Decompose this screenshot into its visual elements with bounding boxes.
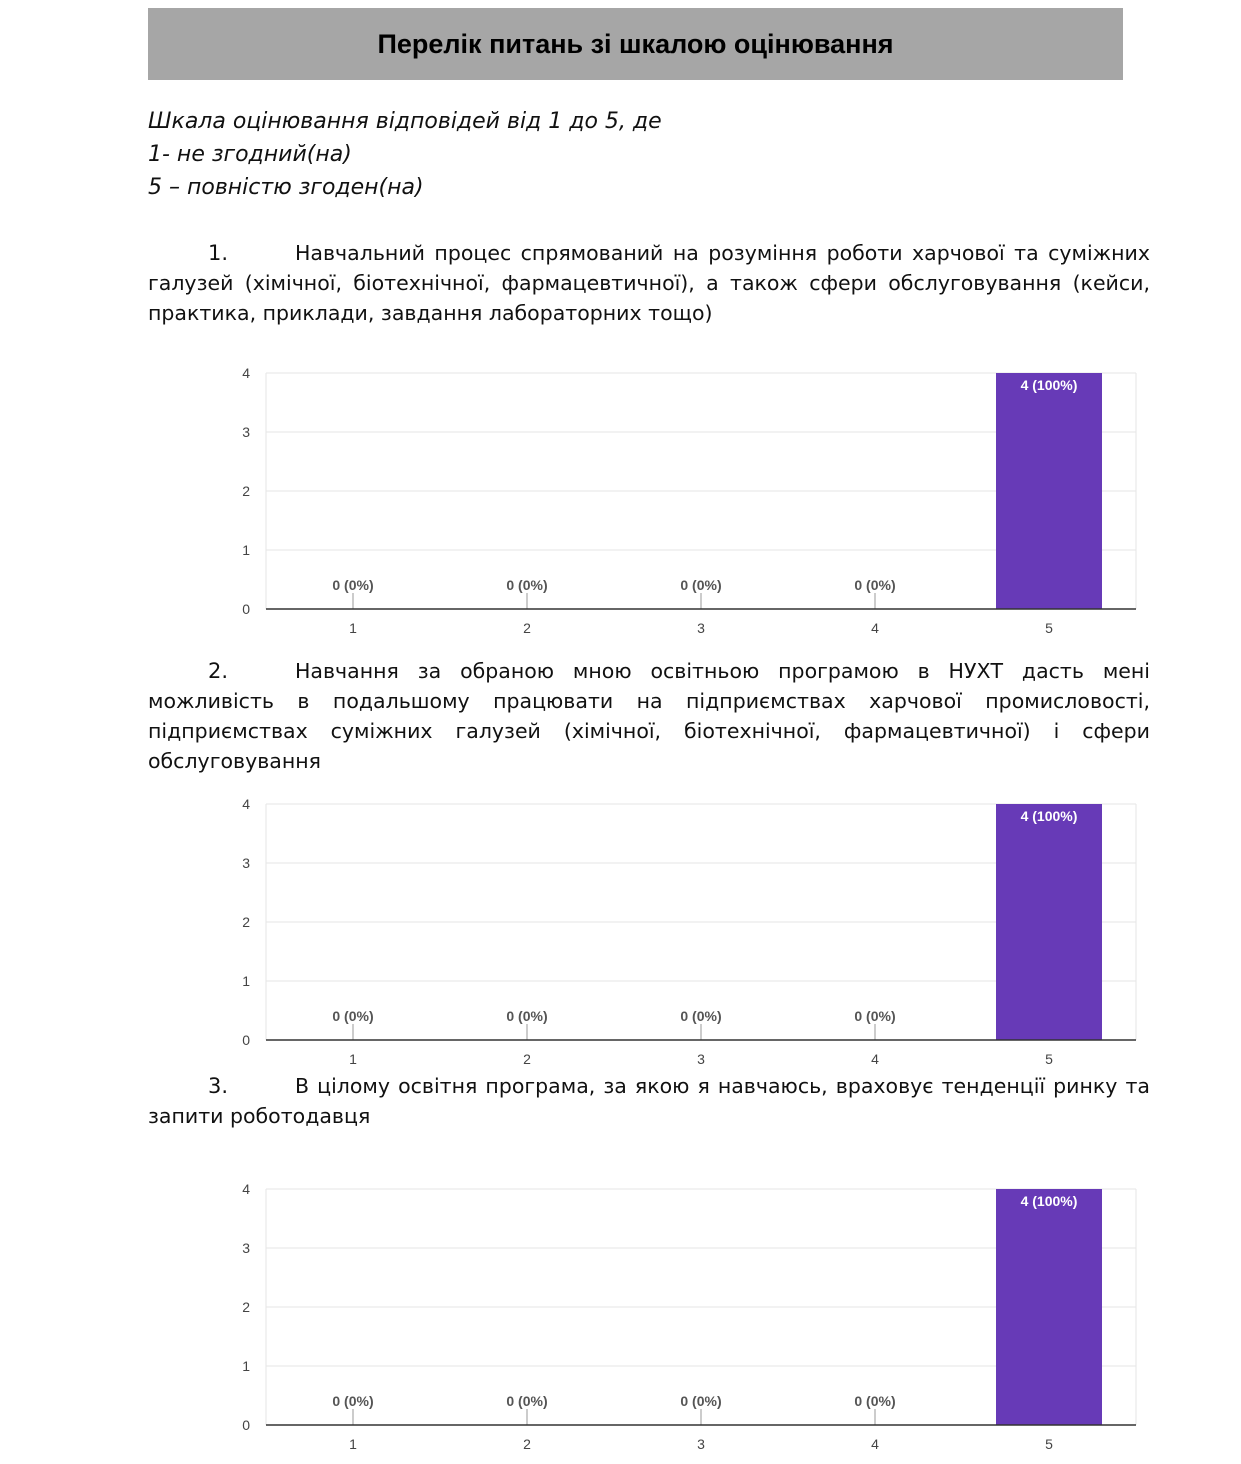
bar	[996, 804, 1102, 1040]
x-tick-label: 4	[871, 1436, 879, 1452]
x-tick-label: 5	[1045, 620, 1053, 636]
y-tick-label: 1	[242, 973, 250, 989]
x-tick-label: 2	[523, 620, 531, 636]
data-label: 0 (0%)	[332, 1008, 374, 1024]
x-tick-label: 4	[871, 1051, 879, 1067]
question-1	[148, 238, 1150, 328]
data-label: 0 (0%)	[854, 1393, 896, 1409]
question-number: 1.	[208, 241, 229, 265]
x-tick-label: 4	[871, 620, 879, 636]
question-number: 2.	[208, 659, 229, 683]
y-tick-label: 3	[242, 424, 250, 440]
data-label: 4 (100%)	[1020, 808, 1078, 824]
x-tick-label: 2	[523, 1051, 531, 1067]
y-tick-label: 2	[242, 483, 250, 499]
header-bar	[148, 8, 1123, 80]
rating-scale	[148, 105, 662, 204]
data-label: 0 (0%)	[506, 577, 548, 593]
y-tick-label: 4	[242, 796, 250, 812]
bar-chart-svg	[228, 793, 1148, 1075]
data-label: 0 (0%)	[506, 1008, 548, 1024]
data-label: 0 (0%)	[506, 1393, 548, 1409]
y-tick-label: 4	[242, 365, 250, 381]
x-tick-label: 3	[697, 1051, 705, 1067]
bar-chart-svg	[228, 1178, 1148, 1460]
x-tick-label: 1	[349, 1051, 357, 1067]
y-tick-label: 2	[242, 1299, 250, 1315]
question-text: Навчальний процес спрямований на розуміння роботи харчової та суміжних галузей (хімічної, біотехнічної, фармацевтичної), а також сфери обслуговування (кейси, практика, приклади, завдання лабораторних тощо)	[148, 241, 1150, 325]
question-text: В цілому освітня програма, за якою я навчаюсь, враховує тенденції ринку та запити роботодавця	[148, 1074, 1150, 1128]
x-tick-label: 5	[1045, 1051, 1053, 1067]
x-tick-label: 5	[1045, 1436, 1053, 1452]
x-tick-label: 3	[697, 1436, 705, 1452]
scale-line-2: 1- не згодний(на)	[148, 142, 352, 167]
chart-3	[228, 1178, 1148, 1460]
x-tick-label: 1	[349, 1436, 357, 1452]
y-tick-label: 4	[242, 1181, 250, 1197]
y-tick-label: 2	[242, 914, 250, 930]
question-number: 3.	[208, 1074, 229, 1098]
bar	[996, 1189, 1102, 1425]
data-label: 0 (0%)	[680, 1008, 722, 1024]
y-tick-label: 0	[242, 601, 250, 617]
x-tick-label: 2	[523, 1436, 531, 1452]
chart-2	[228, 793, 1148, 1075]
question-3	[148, 1071, 1150, 1131]
data-label: 0 (0%)	[680, 577, 722, 593]
scale-line-1: Шкала оцінювання відповідей від 1 до 5, де	[148, 109, 662, 134]
y-tick-label: 1	[242, 1358, 250, 1374]
data-label: 0 (0%)	[680, 1393, 722, 1409]
question-2	[148, 656, 1150, 776]
scale-line-3: 5 – повністю згоден(на)	[148, 175, 424, 200]
y-tick-label: 3	[242, 855, 250, 871]
y-tick-label: 3	[242, 1240, 250, 1256]
chart-1	[228, 362, 1148, 644]
bar	[996, 373, 1102, 609]
data-label: 0 (0%)	[854, 577, 896, 593]
page-title: Перелік питань зі шкалою оцінювання	[377, 28, 894, 59]
y-tick-label: 0	[242, 1032, 250, 1048]
data-label: 0 (0%)	[332, 1393, 374, 1409]
y-tick-label: 1	[242, 542, 250, 558]
x-tick-label: 3	[697, 620, 705, 636]
data-label: 0 (0%)	[854, 1008, 896, 1024]
question-text: Навчання за обраною мною освітньою програмою в НУХТ дасть мені можливість в подальшому працювати на підприємствах харчової промисловості, підприємствах суміжних галузей (хімічної, біотехнічної, фармацевтичної) і сфери обслуговування	[148, 659, 1150, 773]
y-tick-label: 0	[242, 1417, 250, 1433]
bar-chart-svg	[228, 362, 1148, 644]
data-label: 4 (100%)	[1020, 1193, 1078, 1209]
data-label: 0 (0%)	[332, 577, 374, 593]
x-tick-label: 1	[349, 620, 357, 636]
data-label: 4 (100%)	[1020, 377, 1078, 393]
